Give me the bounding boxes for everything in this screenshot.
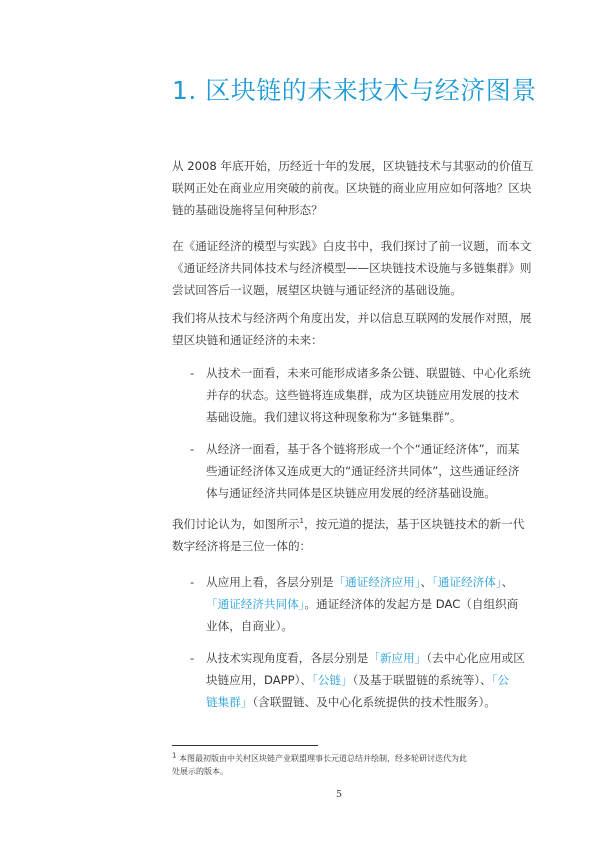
intro-paragraph bbox=[172, 155, 534, 221]
highlight-term: 「新应用」 bbox=[368, 651, 427, 665]
text-segment: （含联盟链、及中心化系统提供的技术性服务）。 bbox=[252, 695, 496, 709]
text-line: 并存的状态。这些链将连成集群，成为区块链应用发展的技术 bbox=[206, 388, 520, 402]
highlight-term: 「通证经济应用」 bbox=[333, 575, 421, 589]
text-line: 望区块链和通证经济的未来： bbox=[172, 333, 323, 347]
footnote-marker: 1 bbox=[172, 751, 177, 760]
bullet-dash: - bbox=[190, 442, 195, 456]
text-line: 链的基础设施将呈何种形态？ bbox=[172, 203, 323, 217]
text-line bbox=[206, 593, 536, 615]
discussion-paragraph bbox=[172, 513, 530, 557]
text-line: 我们将从技术与经济两个角度出发，并以信息互联网的发展作对照，展 bbox=[172, 311, 532, 325]
text-segment: 从应用上看，各层分别是 bbox=[206, 575, 334, 589]
text-line: 从 2008 年底开始，历经近十年的发展，区块链技术与其驱动的价值互 bbox=[172, 159, 534, 173]
text-segment: 块链应用，DAPP）、 bbox=[206, 673, 312, 687]
text-segment: 、 bbox=[420, 575, 433, 589]
text-line: 业体，自商业）。 bbox=[206, 619, 293, 633]
text-line: 联网正处在商业应用突破的前夜。区块链的商业应用应如何落地？区块 bbox=[172, 181, 532, 195]
text-line: 处展示的版本。 bbox=[172, 767, 228, 776]
bullet-item-application-layers bbox=[206, 571, 536, 637]
bullet-dash: - bbox=[190, 366, 195, 380]
whitepaper-paragraph bbox=[172, 235, 530, 301]
text-line: 尝试回答后一议题，展望区块链与通证经济的基础设施。 bbox=[172, 283, 462, 297]
text-line: 从经济一面看，基于各个链将形成一个个“通证经济体”，而某 bbox=[206, 442, 520, 456]
bullet-item-technology bbox=[206, 362, 536, 428]
highlight-term: 「通证经济体」 bbox=[432, 575, 502, 589]
text-line bbox=[206, 571, 536, 593]
text-line bbox=[172, 513, 530, 535]
text-segment: 。通证经济体的发起方是 DAC（自组织商 bbox=[304, 597, 519, 611]
footnote bbox=[172, 752, 532, 778]
text-segment: 从技术实现角度看，各层分别是 bbox=[206, 651, 369, 665]
text-segment: ，按元道的提法，基于区块链技术的新一代 bbox=[304, 517, 525, 531]
text-line: 些通证经济体又连成更大的“通证经济共同体”，这些通证经济 bbox=[206, 464, 520, 478]
bullet-dash: - bbox=[190, 651, 195, 665]
text-line: 数字经济将是三位一体的： bbox=[172, 539, 312, 553]
highlight-term: 「通证经济共同体」 bbox=[206, 597, 305, 611]
text-line: 体与通证经济共同体是区块链应用发展的经济基础设施。 bbox=[206, 486, 496, 500]
section-title: 1. 区块链的未来技术与经济图景 bbox=[172, 76, 537, 105]
bullet-item-tech-layers bbox=[206, 647, 536, 713]
text-line: 《通证经济共同体技术与经济模型——区块链技术设施与多链集群》则 bbox=[172, 261, 532, 275]
text-line: 基础设施。我们建议将这种现象称为“多链集群”。 bbox=[206, 410, 462, 424]
bullet-dash: - bbox=[190, 575, 195, 589]
text-segment: 本图最初版由中关村区块链产业联盟理事长元道总结并绘制，经多轮研讨迭代为此 bbox=[179, 754, 468, 763]
footnote-divider bbox=[172, 745, 318, 746]
text-line bbox=[172, 752, 532, 765]
text-line bbox=[206, 691, 536, 713]
text-line: 从技术一面看，未来可能形成诸多条公链、联盟链、中心化系统 bbox=[206, 366, 531, 380]
text-segment: （及基于联盟链的系统等）、 bbox=[352, 673, 492, 687]
bullet-item-economy bbox=[206, 438, 536, 504]
highlight-term: 「公 bbox=[491, 673, 510, 687]
footnote-reference[interactable]: 1 bbox=[299, 517, 305, 526]
page-number: 5 bbox=[336, 789, 343, 800]
text-segment: 我们讨论认为，如图所示 bbox=[172, 517, 300, 531]
text-line bbox=[206, 647, 536, 669]
outlook-paragraph bbox=[172, 307, 530, 351]
highlight-term: 链集群」 bbox=[206, 695, 253, 709]
text-segment: 、 bbox=[501, 575, 514, 589]
highlight-term: 「公链」 bbox=[312, 673, 353, 687]
text-segment: （去中心化应用或区 bbox=[426, 651, 525, 665]
text-line: 在《通证经济的模型与实践》白皮书中，我们探讨了前一议题，而本文 bbox=[172, 239, 532, 253]
text-line bbox=[206, 669, 536, 691]
